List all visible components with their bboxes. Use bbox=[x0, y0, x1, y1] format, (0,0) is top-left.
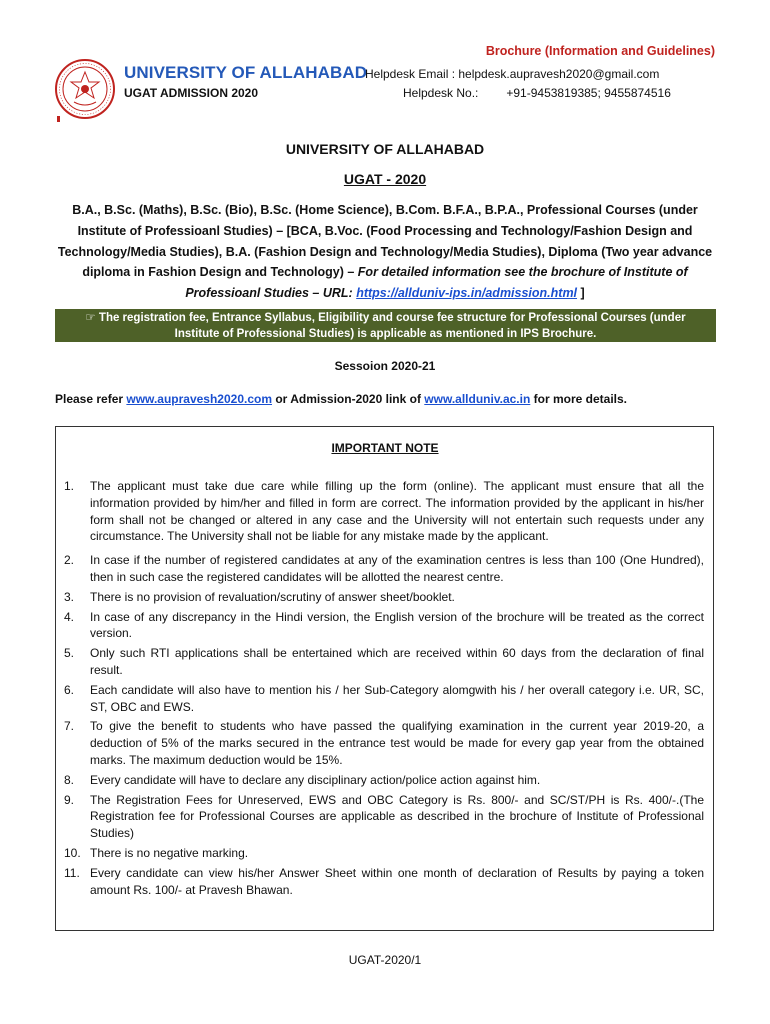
courses-italic-note: For detailed information see the brochure of Institute of Professioanl Studies – URL: bbox=[185, 265, 688, 301]
list-item: 3. There is no provision of revaluation/scrutiny of answer sheet/booklet. bbox=[64, 589, 455, 604]
list-item: 7. To give the benefit to students who have passed the qualifying examination in the current year 2019-20, a deduction of 5% of the marks secured in the entrance test would be made for every gap year from the obtained marks. The maximum deduction would be 15%. bbox=[64, 719, 704, 767]
list-item: 5. Only such RTI applications shall be entertained which are received within 60 days from the declaration of final result. bbox=[64, 646, 704, 677]
list-item: 1. The applicant must take due care while filling up the form (online). The applicant must ensure that all the information provided by him/her and filled in form are correct. The information provided by the applicant in his/her form shall not be changed or altered in any case and the University will not entertain such requests under any circumstance. The University shall not be liable for any mistake made by the applicant. bbox=[64, 479, 704, 544]
helpdesk-number-value: +91-9453819385; 9455874516 bbox=[506, 86, 671, 100]
courses-description: B.A., B.Sc. (Maths), B.Sc. (Bio), B.Sc. (Home Science), B.Com. B.F.A., B.P.A., Professional Courses (under Institute of Professioanl Studies) – [BCA, B.Voc. (Food Processing and Technology/Fashion Design and Technology/Media Studies), B.A. (Fashion Design and Technology/Media Studies), Diploma (Two year advance diploma in Fashion Design and Technology) – For detailed information see the brochure of Institute of Professioanl Studies – URL: https://allduniv-ips.in/admission.html ] bbox=[57, 203, 713, 301]
list-item: 11. Every candidate can view his/her Answer Sheet within one month of declaration of Results by paying a token amount Rs. 100/- at Pravesh Bhawan. bbox=[64, 865, 704, 897]
aupravesh-link[interactable]: www.aupravesh2020.com bbox=[126, 392, 273, 406]
university-name: UNIVERSITY OF ALLAHABAD bbox=[124, 63, 368, 82]
notice-line-2: Institute of Professional Studies) is applicable as mentioned in IPS Brochure. bbox=[174, 328, 597, 340]
university-seal-icon bbox=[54, 58, 116, 120]
list-item: 6. Each candidate will also have to mention his / her Sub-Category alomgwith his / her overall category i.e. UR, SC, ST, OBC and EWS. bbox=[64, 682, 704, 714]
courses-text: B.A., B.Sc. (Maths), B.Sc. (Bio), B.Sc. (Home Science), B.Com. B.F.A., B.P.A., Professional Courses (under Institute of Professioanl Studies) – [BCA, B.Voc. (Food Processing and Technology/Fashion Design and Technology/Media Studies), B.A. (Fashion Design and Technology/Media Studies), Diploma (Two year advance diploma in Fashion Design and Technology) – bbox=[57, 203, 713, 280]
list-item: 4. In case of any discrepancy in the Hindi version, the English version of the brochure will be treated as the correct version. bbox=[64, 609, 704, 641]
helpdesk-email: Helpdesk Email : helpdesk.aupravesh2020@gmail.com bbox=[365, 67, 660, 81]
notice-line-1: The registration fee, Entrance Syllabus, Eligibility and course fee structure for Professional Courses (under bbox=[98, 312, 686, 324]
list-item: 8. Every candidate will have to declare any disciplinary action/police action against him. bbox=[64, 772, 541, 787]
list-item: 10. There is no negative marking. bbox=[64, 845, 249, 860]
important-note-title: IMPORTANT NOTE bbox=[331, 441, 439, 455]
page-footer: UGAT-2020/1 bbox=[348, 953, 422, 967]
brochure-label: Brochure (Information and Guidelines) bbox=[485, 44, 715, 58]
allduniv-link[interactable]: www.allduniv.ac.in bbox=[424, 392, 531, 406]
session-label: Sessoion 2020-21 bbox=[334, 359, 436, 373]
pointing-hand-icon: ☞ bbox=[85, 312, 96, 324]
exam-title: UGAT - 2020 bbox=[343, 171, 427, 187]
ips-admission-link[interactable]: https://allduniv-ips.in/admission.html bbox=[356, 286, 578, 301]
important-note-list bbox=[64, 478, 704, 901]
helpdesk-number-label: Helpdesk No.: bbox=[403, 86, 479, 100]
header-marker bbox=[57, 116, 60, 122]
list-item: 9. The Registration Fees for Unreserved, EWS and OBC Category is Rs. 800/- and SC/ST/PH is Rs. 400/-.(The Registration fee for Professional Courses are applicable as described in the brochure of Institute of Professional Studies) bbox=[64, 792, 704, 841]
page-title: UNIVERSITY OF ALLAHABAD bbox=[285, 141, 485, 157]
helpdesk-number bbox=[403, 86, 671, 100]
list-item: 2. In case if the number of registered candidates at any of the examination centres is less than 100 (One Hundred), then in such case the registered candidates will be allotted the nearest centre. bbox=[64, 553, 704, 584]
admission-label: UGAT ADMISSION 2020 bbox=[124, 86, 259, 100]
notice-bar bbox=[55, 309, 716, 342]
refer-line: Please refer www.aupravesh2020.com or Admission-2020 link of www.allduniv.ac.in for more details. bbox=[55, 392, 628, 406]
